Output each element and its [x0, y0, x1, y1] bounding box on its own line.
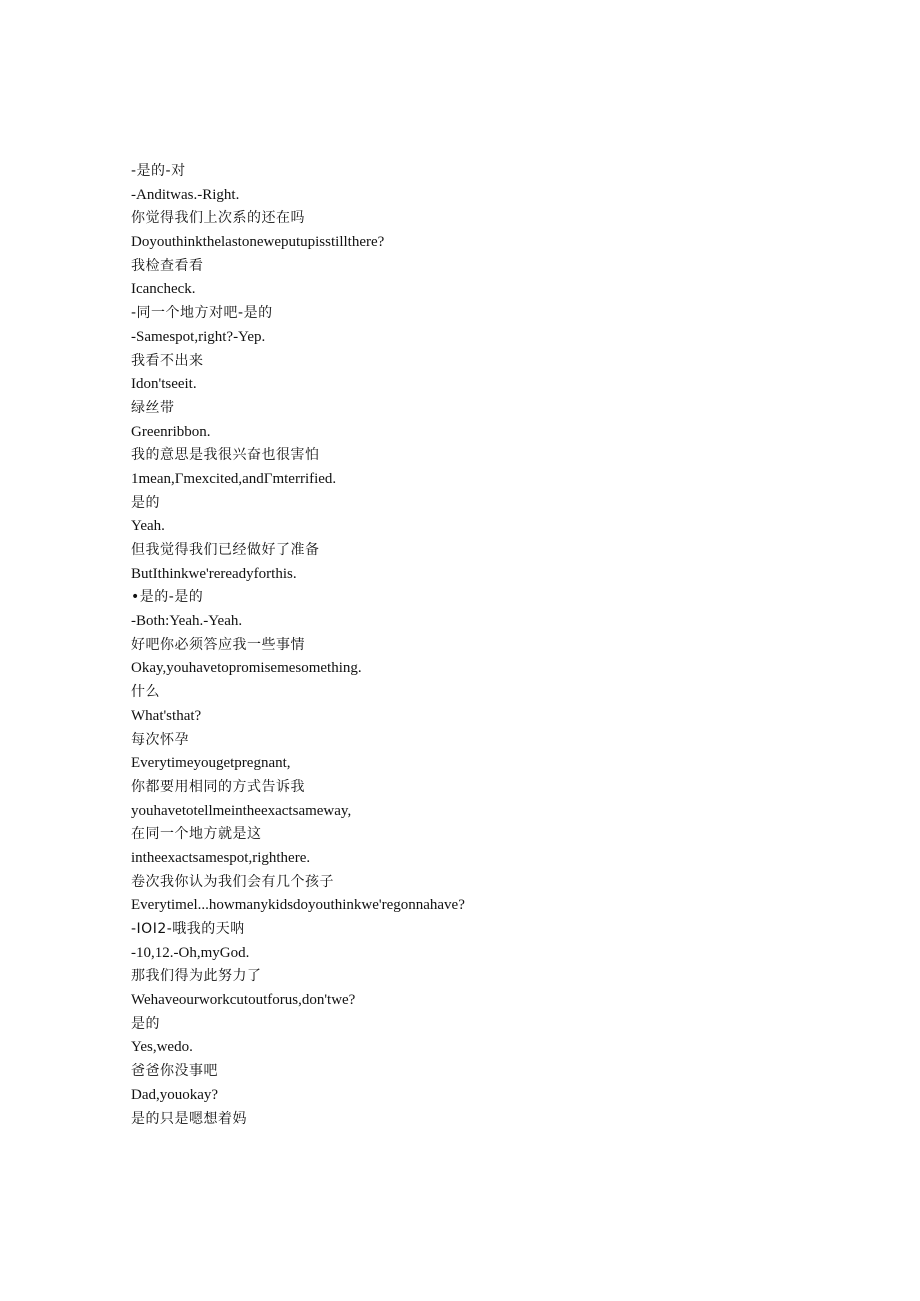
transcript-line-chinese: 我检查看看	[131, 257, 204, 274]
transcript-line-chinese: •是的-是的	[131, 589, 204, 606]
transcript-line-english: Yeah.	[131, 518, 165, 535]
transcript-line-chinese: 但我觉得我们已经做好了准备	[131, 542, 320, 558]
transcript-line-chinese: 那我们得为此努力了	[131, 968, 262, 985]
transcript-line-chinese: 是的	[131, 494, 160, 511]
transcript-line-chinese: 卷次我你认为我们会有几个孩子	[131, 873, 334, 890]
transcript-line-english: Okay,youhavetopromisemesomething.	[131, 660, 362, 677]
transcript-line-english: Doyouthinkthelastoneweputupisstillthere?	[131, 234, 385, 251]
transcript-line-english: youhavetotellmeintheexactsameway,	[131, 802, 352, 819]
transcript-line-chinese: 是的	[131, 1015, 160, 1032]
transcript-line-english: Everytimel...howmanykidsdoyouthinkwe'regonnahave?	[131, 897, 465, 914]
transcript-line-english: Dad,youokay?	[131, 1086, 219, 1103]
transcript-line-chinese: 是的只是嗯想着妈	[131, 1110, 247, 1127]
transcript-line-english: Everytimeyougetpregnant,	[131, 755, 291, 772]
transcript-line-chinese: 什么	[131, 684, 160, 701]
transcript-line-english: -Both:Yeah.-Yeah.	[131, 613, 243, 630]
transcript-line-chinese: -同一个地方对吧-是的	[131, 305, 273, 322]
transcript-line-english: -10,12.-Oh,myGod.	[131, 944, 250, 961]
transcript-line-english: Icancheck.	[131, 281, 196, 298]
transcript-line-chinese: 我看不出来	[131, 352, 204, 369]
transcript-line-english: Yes,wedo.	[131, 1039, 193, 1056]
transcript-line-english: Greenribbon.	[131, 423, 211, 440]
transcript-line-chinese: 好吧你必须答应我一些事情	[131, 636, 305, 653]
transcript-line-english: Wehaveourworkcutoutforus,don'twe?	[131, 992, 356, 1009]
transcript-line-english: Idon'tseeit.	[131, 376, 197, 393]
transcript-line-english: intheexactsamespot,righthere.	[131, 849, 311, 866]
transcript-line-chinese: 爸爸你没事吧	[131, 1063, 218, 1080]
subtitle-transcript	[131, 160, 871, 1131]
transcript-line-chinese: 你觉得我们上次系的还在吗	[131, 210, 305, 227]
transcript-line-chinese: 我的意思是我很兴奋也很害怕	[131, 447, 320, 464]
transcript-line-english: ButIthinkwe'rereadyforthis.	[131, 565, 297, 582]
transcript-line-chinese: -是的-对	[131, 163, 186, 179]
transcript-line-chinese: 绿丝带	[131, 399, 175, 416]
transcript-line-chinese: 在同一个地方就是这	[131, 826, 262, 843]
transcript-line-english: -Samespot,right?-Yep.	[131, 328, 266, 345]
transcript-line-chinese: -IOI2-哦我的天呐	[131, 921, 245, 937]
transcript-line-english: 1mean,Γmexcited,andΓmterrified.	[131, 470, 337, 487]
transcript-line-chinese: 你都要用相同的方式告诉我	[131, 778, 305, 795]
transcript-line-english: What'sthat?	[131, 707, 202, 724]
transcript-line-english: -Anditwas.-Right.	[131, 186, 240, 203]
transcript-line-chinese: 每次怀孕	[131, 731, 189, 748]
